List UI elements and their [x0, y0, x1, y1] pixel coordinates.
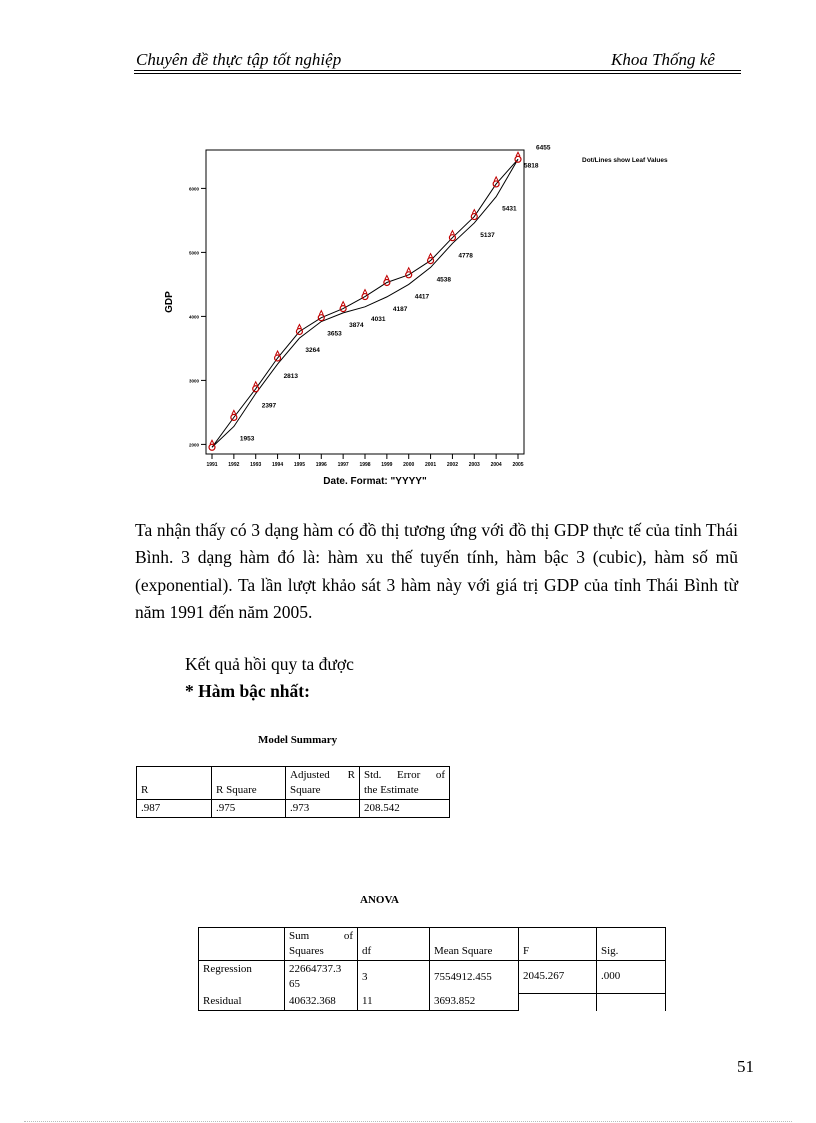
- x-tick-label: 1993: [250, 462, 262, 468]
- header-rule-double: [134, 73, 741, 74]
- series-line-1: [212, 159, 518, 447]
- x-tick-label: 1994: [272, 462, 284, 468]
- header-cell: df: [358, 928, 430, 961]
- x-tick-label: 1999: [381, 462, 393, 468]
- page-bottom-rule: [24, 1121, 792, 1122]
- table-cell: .975: [212, 800, 286, 818]
- header-cell: R: [137, 767, 212, 800]
- data-point-mark: [254, 382, 258, 386]
- x-tick-label: 1992: [228, 462, 240, 468]
- x-axis-label: Date. Format: "YYYY": [323, 476, 427, 487]
- header-cell: Mean Square: [430, 928, 519, 961]
- header-cell: Sum of Squares: [285, 928, 358, 961]
- y-tick-label: 3000: [188, 378, 199, 384]
- table-row: [199, 993, 666, 1011]
- header-rule: [134, 70, 741, 71]
- header-cell: R Square: [212, 767, 286, 800]
- table-row: [199, 928, 666, 961]
- gdp-chart: [150, 128, 710, 498]
- table-cell: 3: [358, 961, 430, 994]
- data-label: 4031: [371, 315, 386, 323]
- y-tick-label: 6000: [188, 186, 199, 192]
- table-cell: [597, 993, 666, 1011]
- data-point-mark: [472, 210, 476, 214]
- x-tick-label: 1995: [293, 462, 305, 468]
- data-label: 5431: [502, 205, 517, 213]
- plot-frame: [206, 150, 524, 454]
- table-cell: 22664737.3 65: [285, 961, 358, 994]
- header-cell: Sig.: [597, 928, 666, 961]
- data-point-mark: [276, 351, 280, 355]
- data-point-mark: [297, 325, 301, 329]
- y-tick-label: 2000: [188, 442, 199, 448]
- table-row: [137, 767, 450, 800]
- x-tick-label: 1997: [337, 462, 349, 468]
- table-cell: 208.542: [360, 800, 450, 818]
- table-cell: 11: [358, 993, 430, 1011]
- data-point-mark: [407, 268, 411, 272]
- anova-title: ANOVA: [360, 894, 399, 906]
- data-label: 3264: [305, 347, 320, 355]
- data-label: 4538: [436, 276, 452, 284]
- data-label: 1953: [239, 435, 255, 443]
- y-tick-label: 5000: [188, 250, 199, 256]
- x-tick-label: 2005: [512, 462, 524, 468]
- data-label: 4417: [414, 293, 430, 301]
- data-label: 3874: [349, 321, 364, 329]
- data-label: 6455: [536, 144, 551, 152]
- header-cell: Std. Error of the Estimate: [360, 767, 450, 800]
- table-cell: .987: [137, 800, 212, 818]
- data-point-mark: [516, 152, 520, 156]
- series-line-2: [212, 159, 518, 447]
- x-tick-label: 2000: [403, 462, 415, 468]
- data-point-mark: [363, 290, 367, 294]
- table-row: [199, 961, 666, 994]
- data-point-mark: [385, 275, 389, 279]
- header-title: Chuyên đề thực tập tốt nghiệp: [136, 50, 342, 69]
- header-cell: Adjusted R Square: [286, 767, 360, 800]
- data-label: 5137: [480, 231, 495, 239]
- y-axis-label: GDP: [164, 291, 175, 313]
- data-label: 3653: [327, 330, 342, 338]
- header-cell: [199, 928, 285, 961]
- table-cell: 40632.368: [285, 993, 358, 1011]
- table-row: [137, 800, 450, 818]
- page-number: 51: [737, 1057, 754, 1076]
- table-cell: 3693.852: [430, 993, 519, 1011]
- data-point-mark: [319, 311, 323, 315]
- data-label: 5818: [524, 162, 539, 170]
- table-cell: .000: [597, 961, 666, 994]
- x-tick-label: 2004: [490, 462, 502, 468]
- header-department: Khoa Thống kê: [611, 50, 715, 69]
- analysis-paragraph: Ta nhận thấy có 3 dạng hàm có đồ thị tương ứng với đồ thị GDP thực tế của tỉnh Thái Bình. 3 dạng hàm đó là: hàm xu thế tuyến tính, hàm bậc 3 (cubic), hàm số mũ (exponential). Ta lần lượt khảo sát 3 hàm này với giá trị GDP của tỉnh Thái Bình từ năm 1991 đến năm 2005.: [135, 520, 738, 622]
- model-summary-table: [136, 766, 450, 818]
- x-tick-label: 1998: [359, 462, 371, 468]
- data-point-mark: [210, 440, 214, 444]
- x-tick-label: 2001: [425, 462, 437, 468]
- x-tick-label: 1996: [315, 462, 327, 468]
- table-cell: 2045.267: [519, 961, 597, 994]
- result-intro: Kết quả hồi quy ta được: [185, 654, 354, 674]
- data-point-mark: [429, 254, 433, 258]
- data-label: 2397: [261, 402, 277, 410]
- x-tick-label: 1991: [206, 462, 218, 468]
- x-tick-label: 2002: [446, 462, 458, 468]
- y-tick-label: 4000: [188, 314, 199, 320]
- section-heading: * Hàm bậc nhất:: [185, 681, 310, 701]
- legend: Dot/Lines show Leaf Values: [582, 157, 668, 164]
- data-point-mark: [341, 302, 345, 306]
- table-cell: [519, 993, 597, 1011]
- table-cell: .973: [286, 800, 360, 818]
- header-cell: F: [519, 928, 597, 961]
- model-summary-title: Model Summary: [258, 734, 338, 746]
- data-point-mark: [232, 410, 236, 414]
- data-label: 4187: [392, 305, 408, 313]
- anova-table: [198, 927, 666, 1011]
- data-label: 4778: [458, 252, 473, 260]
- data-point-mark: [450, 231, 454, 235]
- data-point: [515, 156, 521, 162]
- table-cell: Regression: [199, 961, 285, 994]
- x-tick-label: 2003: [468, 462, 480, 468]
- data-label: 2813: [283, 373, 299, 381]
- table-cell: 7554912.455: [430, 961, 519, 994]
- data-point-mark: [494, 177, 498, 181]
- table-cell: Residual: [199, 993, 285, 1011]
